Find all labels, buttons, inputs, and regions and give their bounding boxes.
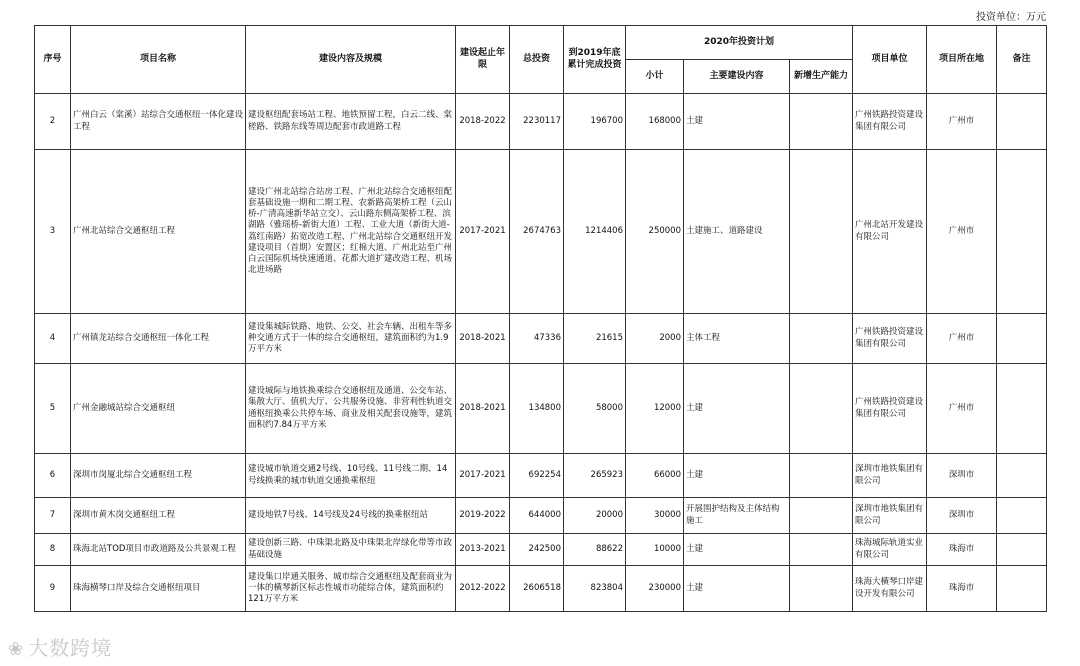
investment-plan-table: [34, 25, 1047, 612]
cell-period: 2012-2022: [456, 566, 510, 612]
cell-done: 20000: [564, 498, 626, 534]
cell-total: 242500: [510, 534, 564, 566]
cell-main: 土建: [684, 94, 790, 150]
cell-done: 58000: [564, 364, 626, 454]
cell-total: 134800: [510, 364, 564, 454]
cell-location: 广州市: [927, 150, 997, 314]
cell-remark: [997, 94, 1047, 150]
cell-name: 珠海北站TOD项目市政道路及公共景观工程: [71, 534, 246, 566]
cell-location: 珠海市: [927, 566, 997, 612]
cell-location: 深圳市: [927, 454, 997, 498]
cell-capacity: [790, 150, 853, 314]
cell-unit: 深圳市地铁集团有限公司: [853, 498, 927, 534]
cell-done: 1214406: [564, 150, 626, 314]
header-capacity: 新增生产能力: [790, 60, 853, 94]
cell-name: 广州北站综合交通枢纽工程: [71, 150, 246, 314]
cell-subtotal: 250000: [626, 150, 684, 314]
cell-name: 深圳市黄木岗交通枢纽工程: [71, 498, 246, 534]
cell-total: 47336: [510, 314, 564, 364]
cell-name: 广州白云（棠溪）站综合交通枢纽一体化建设工程: [71, 94, 246, 150]
cell-total: 2230117: [510, 94, 564, 150]
table-row: [35, 94, 1047, 150]
cell-location: 珠海市: [927, 534, 997, 566]
cell-total: 2674763: [510, 150, 564, 314]
cell-done: 21615: [564, 314, 626, 364]
cell-period: 2013-2021: [456, 534, 510, 566]
cell-unit: 深圳市地铁集团有限公司: [853, 454, 927, 498]
cell-period: 2017-2021: [456, 150, 510, 314]
watermark: [8, 632, 112, 661]
cell-subtotal: 2000: [626, 314, 684, 364]
cell-done: 823804: [564, 566, 626, 612]
cell-seq: 2: [35, 94, 71, 150]
cell-name: 广州金融城站综合交通枢纽: [71, 364, 246, 454]
cell-period: 2018-2022: [456, 94, 510, 150]
cell-period: 2018-2021: [456, 314, 510, 364]
cell-content: 建设枢纽配套场站工程、地铁预留工程，白云二线、棠槎路、铁路东线等周边配套市政道路工程: [246, 94, 456, 150]
watermark-text: 大数跨境: [28, 636, 113, 660]
header-total: 总投资: [510, 26, 564, 94]
table-row: [35, 364, 1047, 454]
cell-capacity: [790, 94, 853, 150]
cell-seq: 7: [35, 498, 71, 534]
table-row: [35, 498, 1047, 534]
header-done: 到2019年底累计完成投资: [564, 26, 626, 94]
investment-unit-label: 投资单位：万元: [976, 12, 1046, 23]
cell-unit: 广州铁路投资建设集团有限公司: [853, 364, 927, 454]
cell-unit: 珠海大横琴口岸建设开发有限公司: [853, 566, 927, 612]
cell-period: 2018-2021: [456, 364, 510, 454]
cell-unit: 广州铁路投资建设集团有限公司: [853, 94, 927, 150]
cell-capacity: [790, 566, 853, 612]
table-row: [35, 534, 1047, 566]
cell-main: 开展围护结构及主体结构施工: [684, 498, 790, 534]
cell-capacity: [790, 314, 853, 364]
cell-capacity: [790, 454, 853, 498]
header-remark: 备注: [997, 26, 1047, 94]
cell-subtotal: 12000: [626, 364, 684, 454]
table-row: [35, 566, 1047, 612]
cell-content: 建设城市轨道交通2号线、10号线、11号线二期、14号线换乘的城市轨道交通换乘枢纽: [246, 454, 456, 498]
table-row: [35, 314, 1047, 364]
cell-remark: [997, 364, 1047, 454]
cell-main: 土建: [684, 534, 790, 566]
cell-total: 2606518: [510, 566, 564, 612]
cell-capacity: [790, 364, 853, 454]
header-period: 建设起止年限: [456, 26, 510, 94]
cell-remark: [997, 534, 1047, 566]
cell-location: 深圳市: [927, 498, 997, 534]
header-seq: 序号: [35, 26, 71, 94]
cell-seq: 3: [35, 150, 71, 314]
header-main-content: 主要建设内容: [684, 60, 790, 94]
cell-content: 建设地铁7号线、14号线及24号线的换乘枢纽站: [246, 498, 456, 534]
cell-content: 建设集口岸通关服务、城市综合交通枢纽及配套商业为一体的横琴新区标志性城市功能综合体，建筑面积约121万平方米: [246, 566, 456, 612]
cell-unit: 广州铁路投资建设集团有限公司: [853, 314, 927, 364]
cell-content: 建设创新三路、中珠渠北路及中珠渠北岸绿化带等市政基础设施: [246, 534, 456, 566]
cell-period: 2017-2021: [456, 454, 510, 498]
cell-seq: 6: [35, 454, 71, 498]
cell-period: 2019-2022: [456, 498, 510, 534]
cell-subtotal: 30000: [626, 498, 684, 534]
cell-content: 建设广州北站综合站房工程、广州北站综合交通枢纽配套基础设施一期和二期工程、农新路高架桥工程（云山桥-广清高速新华站立交）、云山路东侧高架桥工程、滨湖路（雅瑶桥-新街大道）工程、工业大道（新街大道-荔红南路）拓宽改造工程、广州北站综合交通枢纽开发建设项目（首期）安置区；红棉大道、广州北站至广州白云国际机场快速通道、花都大道扩建改造工程、机场北进场路: [246, 150, 456, 314]
logo-icon: ❀: [8, 639, 25, 660]
cell-remark: [997, 454, 1047, 498]
cell-remark: [997, 566, 1047, 612]
cell-name: 深圳市岗厦北综合交通枢纽工程: [71, 454, 246, 498]
cell-unit: 珠海城际轨道实业有限公司: [853, 534, 927, 566]
cell-done: 196700: [564, 94, 626, 150]
cell-main: 土建: [684, 566, 790, 612]
cell-location: 广州市: [927, 314, 997, 364]
cell-capacity: [790, 498, 853, 534]
cell-subtotal: 230000: [626, 566, 684, 612]
cell-remark: [997, 314, 1047, 364]
header-subtotal: 小计: [626, 60, 684, 94]
cell-subtotal: 66000: [626, 454, 684, 498]
cell-location: 广州市: [927, 364, 997, 454]
cell-seq: 8: [35, 534, 71, 566]
cell-main: 土建: [684, 454, 790, 498]
cell-seq: 5: [35, 364, 71, 454]
cell-seq: 4: [35, 314, 71, 364]
cell-content: 建设集城际铁路、地铁、公交、社会车辆、出租车等多种交通方式于一体的综合交通枢纽，建筑面积约为1.9万平方米: [246, 314, 456, 364]
table-row: [35, 454, 1047, 498]
table-row: [35, 150, 1047, 314]
cell-main: 土建: [684, 364, 790, 454]
header-unit: 项目单位: [853, 26, 927, 94]
cell-remark: [997, 150, 1047, 314]
cell-total: 692254: [510, 454, 564, 498]
cell-content: 建设城际与地铁换乘综合交通枢纽及通道、公交车站、集散大厅、值机大厅、公共服务设施、非营利性轨道交通枢纽换乘公共停车场、商业及相关配套设施等，建筑面积约7.84万平方米: [246, 364, 456, 454]
cell-subtotal: 168000: [626, 94, 684, 150]
cell-name: 广州镇龙站综合交通枢纽一体化工程: [71, 314, 246, 364]
header-content: 建设内容及规模: [246, 26, 456, 94]
cell-name: 珠海横琴口岸及综合交通枢纽项目: [71, 566, 246, 612]
cell-seq: 9: [35, 566, 71, 612]
cell-main: 土建施工、道路建设: [684, 150, 790, 314]
cell-subtotal: 10000: [626, 534, 684, 566]
header-plan2020: 2020年投资计划: [626, 26, 853, 60]
cell-main: 主体工程: [684, 314, 790, 364]
cell-done: 88622: [564, 534, 626, 566]
cell-remark: [997, 498, 1047, 534]
cell-unit: 广州北站开发建设有限公司: [853, 150, 927, 314]
cell-location: 广州市: [927, 94, 997, 150]
cell-capacity: [790, 534, 853, 566]
header-location: 项目所在地: [927, 26, 997, 94]
header-project-name: 项目名称: [71, 26, 246, 94]
cell-done: 265923: [564, 454, 626, 498]
cell-total: 644000: [510, 498, 564, 534]
